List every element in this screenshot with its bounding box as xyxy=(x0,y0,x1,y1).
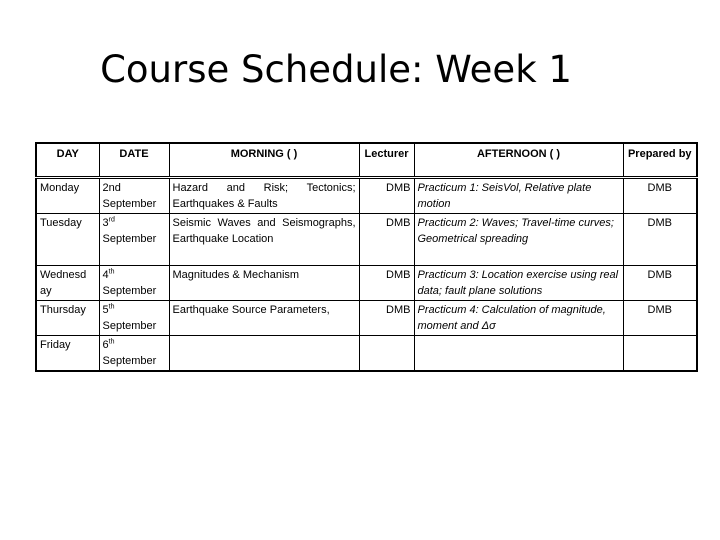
cell-day: Thursday xyxy=(36,300,99,335)
cell-date xyxy=(99,300,169,335)
cell-morning xyxy=(169,335,359,371)
date-number: 6 xyxy=(102,338,109,351)
header-afternoon: AFTERNOON ( ) xyxy=(414,143,623,177)
table-row xyxy=(36,213,697,265)
date-suffix: th xyxy=(108,267,115,275)
header-date: DATE xyxy=(99,143,169,177)
cell-morning: Hazard and Risk; Tectonics; Earthquakes & Faults xyxy=(169,177,359,213)
header-morning: MORNING ( ) xyxy=(169,143,359,177)
date-month: September xyxy=(102,354,157,367)
cell-prepared-by: DMB xyxy=(623,300,697,335)
cell-lecturer: DMB xyxy=(359,177,414,213)
date-number: 4 xyxy=(102,268,109,281)
schedule-table xyxy=(35,142,698,372)
cell-afternoon: Practicum 1: SeisVol, Relative plate motion xyxy=(414,177,623,213)
cell-lecturer xyxy=(359,335,414,371)
header-day: DAY xyxy=(36,143,99,177)
cell-afternoon: Practicum 2: Waves; Travel-time curves; Geometrical spreading xyxy=(414,213,623,265)
table-row xyxy=(36,335,697,371)
date-number: 2nd xyxy=(102,181,121,194)
cell-lecturer: DMB xyxy=(359,300,414,335)
cell-day: Monday xyxy=(36,177,99,213)
date-number: 3 xyxy=(102,216,109,229)
date-suffix: rd xyxy=(108,215,115,223)
cell-prepared-by: DMB xyxy=(623,213,697,265)
date-suffix: th xyxy=(108,337,115,345)
cell-date xyxy=(99,335,169,371)
cell-afternoon: Practicum 3: Location exercise using real data; fault plane solutions xyxy=(414,265,623,300)
cell-day: Tuesday xyxy=(36,213,99,265)
cell-prepared-by: DMB xyxy=(623,177,697,213)
cell-prepared-by: DMB xyxy=(623,265,697,300)
cell-morning: Magnitudes & Mechanism xyxy=(169,265,359,300)
cell-lecturer: DMB xyxy=(359,213,414,265)
table-row xyxy=(36,265,697,300)
cell-date xyxy=(99,177,169,213)
table-row xyxy=(36,300,697,335)
date-month: September xyxy=(102,197,157,210)
table-row xyxy=(36,177,697,213)
page-title: Course Schedule: Week 1 xyxy=(100,48,572,91)
cell-afternoon xyxy=(414,335,623,371)
date-month: September xyxy=(102,319,157,332)
date-suffix: th xyxy=(108,302,115,310)
cell-date xyxy=(99,265,169,300)
cell-day: Friday xyxy=(36,335,99,371)
cell-date xyxy=(99,213,169,265)
cell-morning: Seismic Waves and Seismographs, Earthquake Location xyxy=(169,213,359,265)
date-month: September xyxy=(102,232,157,245)
date-number: 5 xyxy=(102,303,109,316)
table-header-row xyxy=(36,143,697,177)
cell-prepared-by xyxy=(623,335,697,371)
header-lecturer: Lecturer xyxy=(359,143,414,177)
cell-day: Wednesd ay xyxy=(36,265,99,300)
date-month: September xyxy=(102,284,157,297)
cell-lecturer: DMB xyxy=(359,265,414,300)
cell-morning: Earthquake Source Parameters, xyxy=(169,300,359,335)
header-prepared-by: Prepared by xyxy=(623,143,697,177)
cell-afternoon: Practicum 4: Calculation of magnitude, moment and Δσ xyxy=(414,300,623,335)
